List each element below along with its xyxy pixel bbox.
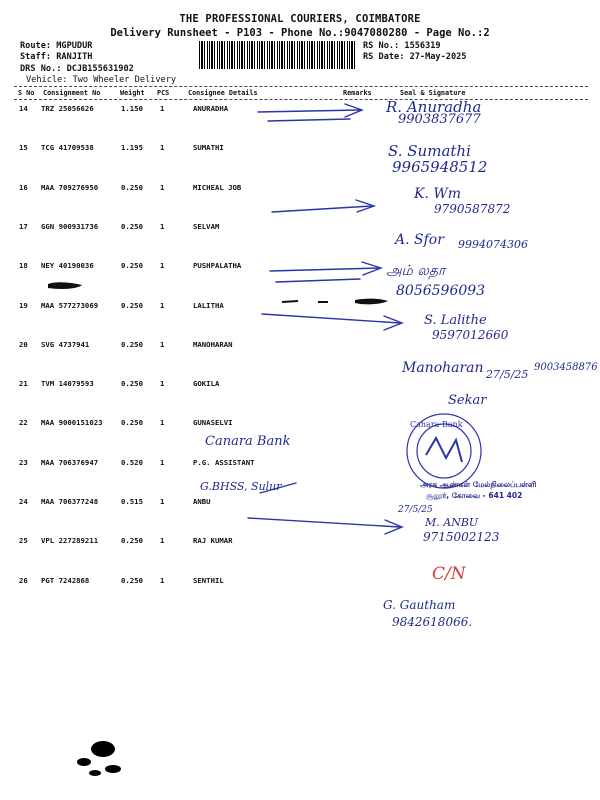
- row-consignee: ANURADHA: [193, 104, 229, 113]
- row-weight: 0.250: [121, 575, 143, 585]
- sig-15-name: S. Sumathi: [388, 142, 471, 160]
- arrow-row-18: [270, 268, 380, 271]
- row-sno: 24: [19, 497, 28, 506]
- sig-22-note: Canara Bank: [205, 434, 291, 449]
- row-weight: 1.195: [121, 143, 143, 153]
- redaction-strokes: [48, 282, 388, 304]
- row-consignment: TRZ 25056626: [41, 104, 94, 113]
- row-consignee: P.G. ASSISTANT: [193, 457, 255, 467]
- row-consignee: SELVAM: [193, 221, 220, 231]
- col-pcs: PCS: [157, 89, 170, 97]
- row-weight: 1.150: [121, 104, 143, 113]
- sig-20-date: 27/5/25: [486, 368, 529, 381]
- canara-stamp-label: Canara Bank: [410, 420, 463, 429]
- row-consignment: SVG 4737941: [41, 339, 90, 349]
- row-consignee: ANBU: [193, 497, 211, 506]
- row-consignment: MAA 709276950: [41, 182, 99, 192]
- sig-19-name: S. Lalithe: [424, 313, 487, 328]
- sig-20-phone: 9003458876: [534, 362, 598, 373]
- row-pcs: 1: [160, 575, 165, 585]
- row-pcs: 1: [160, 221, 165, 231]
- sig-25-note: C/N: [432, 564, 466, 584]
- row-pcs: 1: [160, 261, 165, 271]
- row-sno: 21: [19, 379, 28, 389]
- row-consignment: MAA 9000151023: [41, 418, 103, 428]
- arrow-row-14: [258, 110, 360, 112]
- row-pcs: 1: [160, 457, 165, 467]
- row-sno: 16: [19, 182, 28, 192]
- row-consignee: MICHEAL JOB: [193, 182, 242, 192]
- sig-18-phone: 8056596093: [396, 283, 486, 299]
- row-sno: 15: [19, 143, 28, 153]
- row-consignee: GOKILA: [193, 379, 220, 389]
- row-consignment: TVM 14079593: [41, 379, 94, 389]
- col-weight: Weight: [120, 89, 145, 97]
- arrow-row-24: [248, 518, 400, 527]
- sig-24-date: 27/5/25: [398, 505, 433, 515]
- sig-18-name: அம் லதா: [386, 263, 446, 279]
- rs-number: RS No.: 1556319: [363, 41, 441, 51]
- row-pcs: 1: [160, 182, 165, 192]
- row-consignment: PGT 7242868: [41, 575, 90, 585]
- row-sno: 17: [19, 221, 28, 231]
- sig-19-phone: 9597012660: [432, 328, 509, 342]
- row-weight: 0.250: [121, 536, 143, 546]
- sig-23-note: G.BHSS, Sulur: [200, 480, 282, 493]
- row-consignment: VPL 227289211: [41, 536, 99, 546]
- row-pcs: 1: [160, 379, 165, 389]
- route-label: Route: MGPUDUR: [20, 41, 93, 51]
- row-pcs: 1: [160, 418, 165, 428]
- sig-26-phone: 9842618066.: [392, 615, 473, 629]
- sig-14-name: R. Anuradha: [386, 98, 482, 116]
- fingerprint-smudge: [77, 741, 121, 776]
- row-weight: 0.515: [121, 497, 143, 506]
- row-consignee: SUMATHI: [193, 143, 224, 153]
- row-weight: 0.250: [121, 261, 143, 271]
- row-consignment: MAA 577273069: [41, 300, 99, 310]
- row-consignee: GUNASELVI: [193, 418, 233, 428]
- row-sno: 20: [19, 339, 28, 349]
- vehicle-label: Vehicle: Two Wheeler Delivery: [26, 75, 177, 85]
- col-consignment: Consignment No: [43, 89, 101, 97]
- row-pcs: 1: [160, 339, 165, 349]
- col-consignee: Consignee Details: [188, 89, 258, 97]
- row-weight: 0.250: [121, 418, 143, 428]
- row-weight: 0.250: [121, 182, 143, 192]
- staff-label: Staff: RANJITH: [20, 52, 93, 62]
- col-signature: Seal & Signature: [400, 89, 466, 97]
- row-sno: 25: [19, 536, 28, 546]
- sig-24-phone: 9715002123: [423, 530, 500, 544]
- row-consignment: MAA 706376947: [41, 457, 99, 467]
- row-consignee: SENTHIL: [193, 575, 224, 585]
- row-pcs: 1: [160, 497, 165, 506]
- row-consignee: PUSHPALATHA: [193, 261, 242, 271]
- row-sno: 18: [19, 261, 28, 271]
- row-weight: 0.250: [121, 379, 143, 389]
- row-sno: 23: [19, 457, 28, 467]
- sig-21-name: Sekar: [448, 393, 487, 408]
- sig-24-name: M. ANBU: [425, 516, 479, 529]
- row-consignment: NEY 40190036: [41, 261, 94, 271]
- sig-17-name: A. Sfor: [395, 232, 444, 248]
- row-pcs: 1: [160, 536, 165, 546]
- sig-17-phone: 9994074306: [458, 238, 528, 251]
- col-sno: S No: [18, 89, 35, 97]
- rs-date: RS Date: 27-May-2025: [363, 52, 467, 62]
- row-weight: 0.520: [121, 457, 143, 467]
- school-stamp-line2: சூலூர், கோவை - 641 402: [426, 491, 523, 500]
- row-weight: 0.250: [121, 300, 143, 310]
- arrow-row-16: [272, 206, 372, 212]
- row-consignment: MAA 706377248: [41, 497, 99, 506]
- row-pcs: 1: [160, 143, 165, 153]
- row-consignment: TCG 41709538: [41, 143, 94, 153]
- col-remarks: Remarks: [343, 89, 372, 97]
- row-consignment: GGN 900931736: [41, 221, 99, 231]
- company-title: THE PROFESSIONAL COURIERS, COIMBATORE: [179, 13, 421, 25]
- sig-16-name: K. Wm: [414, 186, 462, 202]
- row-sno: 22: [19, 418, 28, 428]
- row-sno: 14: [19, 104, 28, 113]
- row-pcs: 1: [160, 300, 165, 310]
- sig-15-phone: 9965948512: [392, 158, 488, 176]
- row-sno: 19: [19, 300, 28, 310]
- sig-14-phone: 9903837677: [398, 112, 481, 127]
- runsheet-subtitle: Delivery Runsheet - P103 - Phone No.:9047080280 - Page No.:2: [110, 27, 490, 39]
- row-consignee: MANOHARAN: [193, 339, 233, 349]
- sig-26-name: G. Gautham: [383, 598, 456, 612]
- row-consignee: LALITHA: [193, 300, 224, 310]
- arrow-row-19: [262, 314, 400, 323]
- sig-16-phone: 9790587872: [434, 202, 511, 216]
- row-weight: 0.250: [121, 339, 143, 349]
- row-sno: 26: [19, 575, 28, 585]
- row-consignee: RAJ KUMAR: [193, 536, 233, 546]
- sig-20-name: Manoharan: [402, 360, 484, 376]
- drs-number: DRS No.: DCJB155631902: [20, 64, 134, 74]
- school-stamp-line1: அரசு ஆண்கள் மேல்நிலைப்பள்ளி: [420, 480, 537, 489]
- row-weight: 0.250: [121, 221, 143, 231]
- row-pcs: 1: [160, 104, 165, 113]
